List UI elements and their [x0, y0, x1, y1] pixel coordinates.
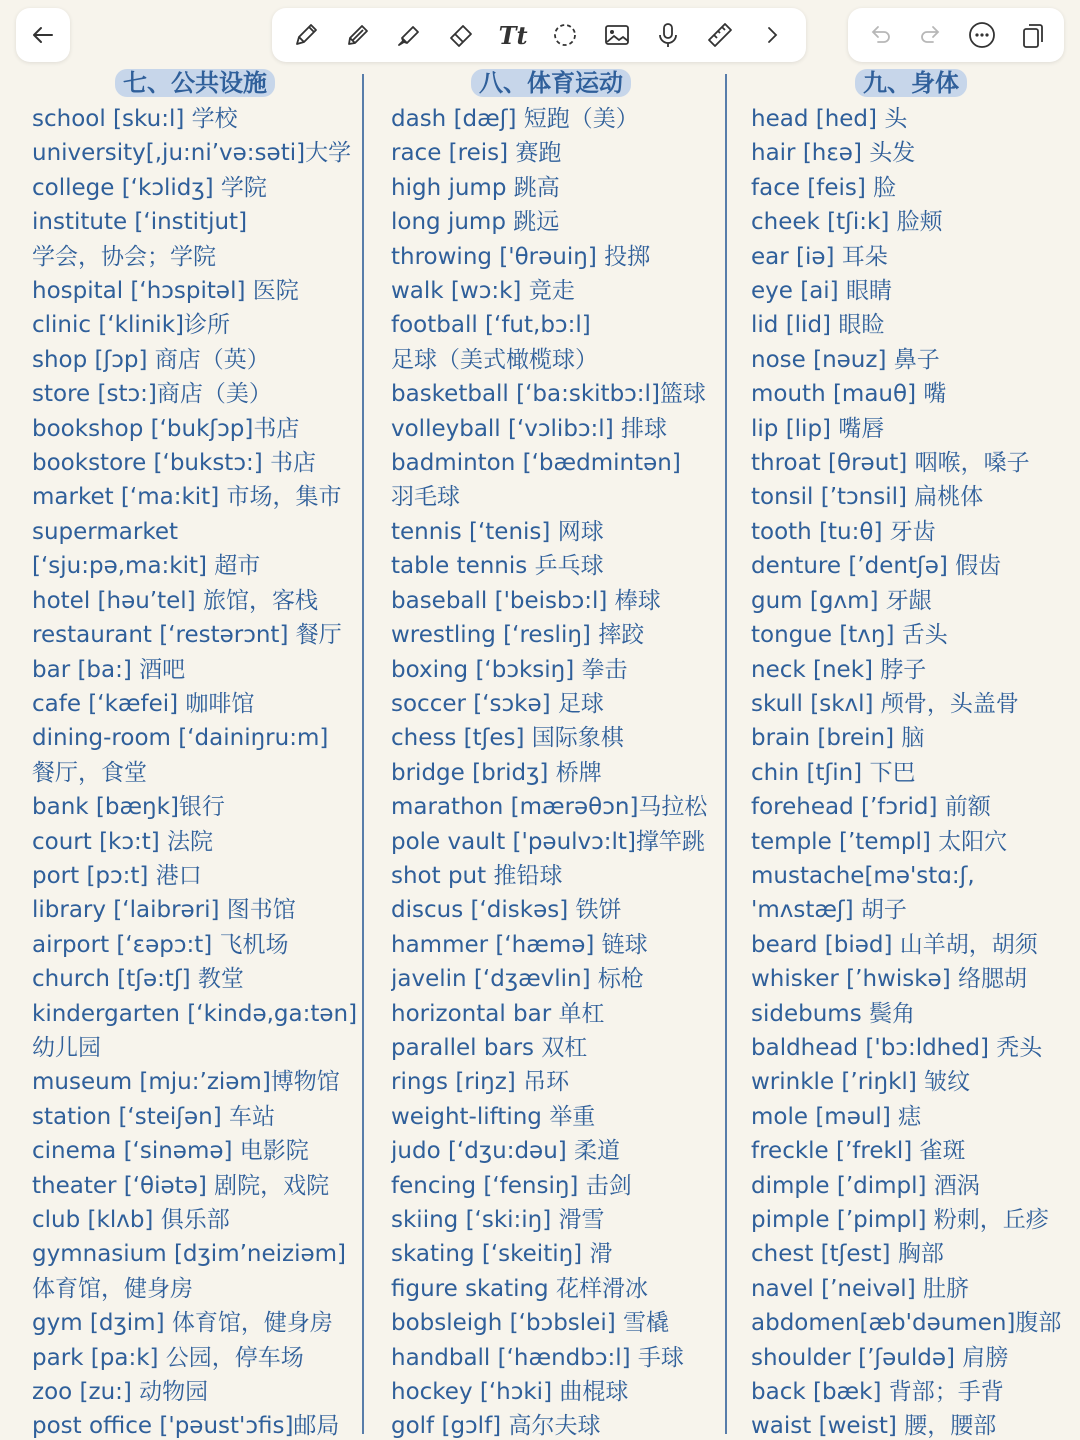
vocab-entry: bobsleigh [‘bɔbslei] 雪橇 [391, 1310, 669, 1337]
vocab-entry: waist [weist] 腰，腰部 [751, 1413, 997, 1440]
eraser-icon [446, 20, 476, 50]
vocab-entry: court [kɔ:t] 法院 [32, 828, 214, 855]
vocab-entry: cinema [‘sinəmə] 电影院 [32, 1138, 309, 1165]
vocab-entry: 餐厅，食堂 [32, 759, 147, 786]
vocab-entry: eye [ai] 眼睛 [751, 278, 892, 305]
vocab-entry: marathon [mærəθɔn]马拉松 [391, 794, 708, 821]
highlighter-tool[interactable] [392, 18, 426, 52]
vocab-entry: 学会，协会；学院 [32, 243, 216, 270]
vocab-entry: dash [dæʃ] 短跑（美） [391, 106, 639, 132]
vocab-entry: supermarket [32, 518, 178, 545]
vocab-entry: bookshop [‘bukʃɔp]书店 [32, 415, 300, 442]
document-actions [848, 8, 1064, 62]
vocab-entry: javelin [‘dʒævlin] 标枪 [391, 966, 644, 993]
vocab-entry: airport [‘ɛəpɔ:t] 飞机场 [32, 931, 289, 958]
vocab-entry: mole [məul] 痣 [751, 1103, 922, 1130]
vocab-entry: bookstore [‘bukstɔ:] 书店 [32, 450, 316, 477]
vocab-entry: 足球（美式橄榄球） [391, 346, 598, 373]
vocab-entry: club [klʌb] 俱乐部 [32, 1207, 230, 1233]
vocab-entry: mouth [mauθ] 嘴 [751, 381, 947, 408]
vocab-entry: bridge [bridʒ] 桥牌 [391, 759, 602, 786]
vocab-entry: high jump 跳高 [391, 174, 560, 201]
vocab-entry: face [feis] 脸 [751, 174, 897, 201]
more-tools-button[interactable] [755, 18, 789, 52]
vocab-entry: store [stɔ:]商店（美） [32, 381, 272, 408]
pencil-icon [343, 20, 373, 50]
vocab-entry: rings [riŋz] 吊环 [391, 1069, 570, 1096]
vocab-entry: race [reis] 赛跑 [391, 140, 562, 167]
image-tool[interactable] [600, 18, 634, 52]
vocab-entry: mustache[mə'stɑ:ʃ, [751, 862, 975, 889]
vocab-entry: wrestling [‘resliŋ] 摔跤 [391, 622, 645, 649]
vocab-entry: fencing [‘fensiŋ] 击剑 [391, 1172, 632, 1199]
vocab-entry: hair [hεə] 头发 [751, 140, 916, 167]
section-title: 七、公共设施 [32, 64, 358, 102]
vocab-entry: museum [mju:’ziəm]博物馆 [32, 1069, 340, 1096]
more-button[interactable] [965, 18, 999, 52]
vocab-entry: shot put 推铅球 [391, 862, 563, 889]
lasso-tool[interactable] [548, 18, 582, 52]
vocab-entry: dimple [’dimpl] 酒涡 [751, 1172, 980, 1199]
vocab-entry: volleyball [‘vɔlibɔ:l] 排球 [391, 415, 667, 442]
vocab-entry: post office ['pəust'ɔfis]邮局 [32, 1413, 340, 1440]
pen-icon [291, 20, 321, 50]
vocab-entry: hammer [‘hæmə] 链球 [391, 931, 648, 958]
vocab-entry: parallel bars 双杠 [391, 1034, 588, 1061]
vocab-entry: park [pa:k] 公园，停车场 [32, 1344, 304, 1371]
pen-tool[interactable] [289, 18, 323, 52]
vocab-entry: table tennis 乒乓球 [391, 553, 604, 580]
vocab-entry: church [tʃə:tʃ] 教堂 [32, 966, 244, 993]
vocab-entry: judo [‘dʒu:dəu] 柔道 [391, 1138, 621, 1165]
vocab-entry: kindergarten [‘kində,ga:tən] [32, 1000, 358, 1027]
column-sports [391, 64, 711, 1440]
vocab-entry: gum [gʌm] 牙龈 [751, 587, 932, 614]
lasso-icon [550, 20, 580, 50]
section-title: 八、体育运动 [391, 64, 711, 102]
vocab-entry: clinic [‘klinik]诊所 [32, 312, 230, 339]
vocab-entry: lid [lid] 眼睑 [751, 312, 885, 339]
vocab-entry: shop [ʃɔp] 商店（英） [32, 346, 270, 373]
vocab-entry: soccer [‘sɔkə] 足球 [391, 690, 604, 717]
vocab-entry: cheek [tʃi:k] 脸颊 [751, 209, 943, 236]
vocab-entry: skull [skʌl] 颅骨，头盖骨 [751, 690, 1019, 717]
vocab-entry: cafe [‘kæfei] 咖啡馆 [32, 690, 255, 717]
vocab-entry: ear [iə] 耳朵 [751, 243, 888, 270]
vocab-entry: whisker [’hwiskə] 络腮胡 [751, 966, 1027, 993]
chevron-right-icon [757, 20, 787, 50]
redo-button[interactable] [914, 18, 948, 52]
undo-button[interactable] [863, 18, 897, 52]
vocab-entry: temple [’templ] 太阳穴 [751, 828, 1008, 855]
section-title: 九、身体 [751, 64, 1071, 102]
vocab-entry: sidebums 鬓角 [751, 1000, 915, 1027]
vocab-entry: tooth [tu:θ] 牙齿 [751, 518, 936, 545]
vocab-entry: chess [tʃes] 国际象棋 [391, 725, 624, 752]
pages-button[interactable] [1016, 18, 1050, 52]
vocab-entry: figure skating 花样滑冰 [391, 1275, 648, 1302]
vocab-entry: head [hed] 头 [751, 106, 908, 132]
vocab-entry: school [sku:l] 学校 [32, 106, 238, 132]
vocab-entry: market [‘ma:kit] 市场，集市 [32, 484, 342, 511]
vocab-entry: wrinkle [’riŋkl] 皱纹 [751, 1069, 971, 1096]
vocab-entry: beard [biəd] 山羊胡，胡须 [751, 931, 1038, 958]
back-button[interactable] [26, 18, 60, 52]
column-divider [725, 74, 727, 1434]
vocab-entry: lip [lip] 嘴唇 [751, 415, 885, 442]
vocab-entry: neck [nek] 脖子 [751, 656, 927, 683]
vocab-entry: 体育馆，健身房 [32, 1275, 193, 1302]
vocab-entry: station [‘steiʃən] 车站 [32, 1103, 276, 1130]
vocab-entry: skating [‘skeitiŋ] 滑 [391, 1241, 613, 1268]
vocab-entry: university[,ju:ni’və:səti]大学 [32, 140, 352, 167]
vocab-entry: 羽毛球 [391, 484, 460, 511]
vocab-entry: boxing [‘bɔksiŋ] 拳击 [391, 656, 628, 683]
vocab-entry: pole vault ['pəulvɔ:lt]撑竿跳 [391, 828, 705, 855]
vocab-entry: baseball ['beisbɔ:l] 棒球 [391, 587, 661, 614]
vocab-entry: zoo [zu:] 动物园 [32, 1379, 209, 1406]
redo-icon [916, 20, 946, 50]
vocab-entry: gym [dʒim] 体育馆，健身房 [32, 1310, 333, 1337]
vocab-entry: throwing ['θrəuiŋ] 投掷 [391, 243, 651, 270]
vocab-entry: tennis [‘tenis] 网球 [391, 518, 604, 545]
microphone-icon [653, 20, 683, 50]
column-divider [362, 74, 364, 1434]
vocab-entry: discus [‘diskəs] 铁饼 [391, 897, 622, 924]
pages-icon [1018, 20, 1048, 50]
vocab-entry: walk [wɔ:k] 竞走 [391, 278, 575, 305]
vocab-entry: denture [’dentʃə] 假齿 [751, 553, 1002, 580]
vocab-entry: skiing [‘ski:iŋ] 滑雪 [391, 1207, 605, 1233]
pencil-tool[interactable] [341, 18, 375, 52]
vocab-entry: horizontal bar 单杠 [391, 1000, 605, 1027]
vocab-entry: tonsil [’tɔnsil] 扁桃体 [751, 484, 984, 511]
vocab-entry: badminton [‘bædmintən] [391, 450, 681, 477]
vocab-entry: chest [tʃest] 胸部 [751, 1241, 944, 1268]
column-body [751, 64, 1071, 1440]
arrow-left-icon [28, 20, 58, 50]
vocab-entry: baldhead ['bɔ:ldhed] 秃头 [751, 1034, 1043, 1061]
vocab-entry: abdomen[æb'dəumen]腹部 [751, 1310, 1062, 1337]
eraser-tool[interactable] [444, 18, 478, 52]
vocab-entry: restaurant [‘restərɔnt] 餐厅 [32, 622, 342, 649]
text-tool[interactable] [496, 18, 530, 52]
back-button-container [16, 8, 70, 62]
highlighter-icon [394, 20, 424, 50]
vocab-entry: golf [gɔlf] 高尔夫球 [391, 1413, 601, 1440]
vocab-entry: nose [nəuz] 鼻子 [751, 346, 940, 373]
vocab-entry: chin [tʃin] 下巴 [751, 759, 916, 786]
vocab-entry: institute [‘institjut] [32, 209, 248, 236]
vocab-entry: port [pɔ:t] 港口 [32, 862, 202, 889]
ruler-tool[interactable] [703, 18, 737, 52]
vocab-entry: 幼儿园 [32, 1034, 101, 1061]
vocab-entry: handball [‘hændbɔ:l] 手球 [391, 1344, 684, 1371]
vocab-entry: gymnasium [dʒim’neiziəm] [32, 1241, 347, 1268]
vocab-entry: dining-room [‘dainiŋru:m] [32, 725, 329, 752]
vocab-entry: hockey [‘hɔki] 曲棍球 [391, 1379, 629, 1406]
vocab-entry: hotel [həu’tel] 旅馆，客栈 [32, 587, 318, 614]
vocab-entry: football [‘fut,bɔ:l] [391, 312, 591, 339]
vocab-entry: navel [’neivəl] 肚脐 [751, 1275, 969, 1302]
ruler-icon [705, 20, 735, 50]
vocab-entry: basketball [‘ba:skitbɔ:l]篮球 [391, 381, 706, 408]
vocab-entry: long jump 跳远 [391, 209, 560, 236]
vocab-entry: weight-lifting 举重 [391, 1103, 596, 1130]
vocab-entry: pimple [’pimpl] 粉刺，丘疹 [751, 1207, 1049, 1233]
vocab-entry: [‘sju:pə,ma:kit] 超市 [32, 553, 261, 580]
vocab-entry: shoulder [’ʃəuldə] 肩膀 [751, 1344, 1009, 1371]
vocab-entry: throat [θrəut] 咽喉，嗓子 [751, 450, 1030, 477]
vocab-entry: 'mʌstæʃ] 胡子 [751, 897, 907, 924]
text-tool-icon: Tt [498, 20, 528, 50]
vocab-entry: hospital [‘hɔspitəl] 医院 [32, 278, 299, 305]
more-icon [967, 20, 997, 50]
vocab-entry: bank [bæŋk]银行 [32, 794, 225, 821]
vocab-entry: tongue [tʌŋ] 舌头 [751, 622, 948, 649]
vocab-entry: back [bæk] 背部；手背 [751, 1379, 1004, 1406]
column-public-facilities [32, 64, 358, 1440]
vocab-entry: theater [‘θiətə] 剧院，戏院 [32, 1172, 330, 1199]
vocab-entry: brain [brein] 脑 [751, 725, 925, 752]
vocab-entry: library [‘laibrəri] 图书馆 [32, 897, 296, 924]
vocab-entry: bar [ba:] 酒吧 [32, 656, 186, 683]
undo-icon [865, 20, 895, 50]
microphone-tool[interactable] [651, 18, 685, 52]
vocab-entry: forehead [’fɔrid] 前额 [751, 794, 991, 821]
tool-palette [272, 8, 806, 62]
image-icon [602, 20, 632, 50]
vocab-entry: freckle [’frekl] 雀斑 [751, 1138, 966, 1165]
vocab-entry: college [‘kɔlidʒ] 学院 [32, 174, 267, 201]
